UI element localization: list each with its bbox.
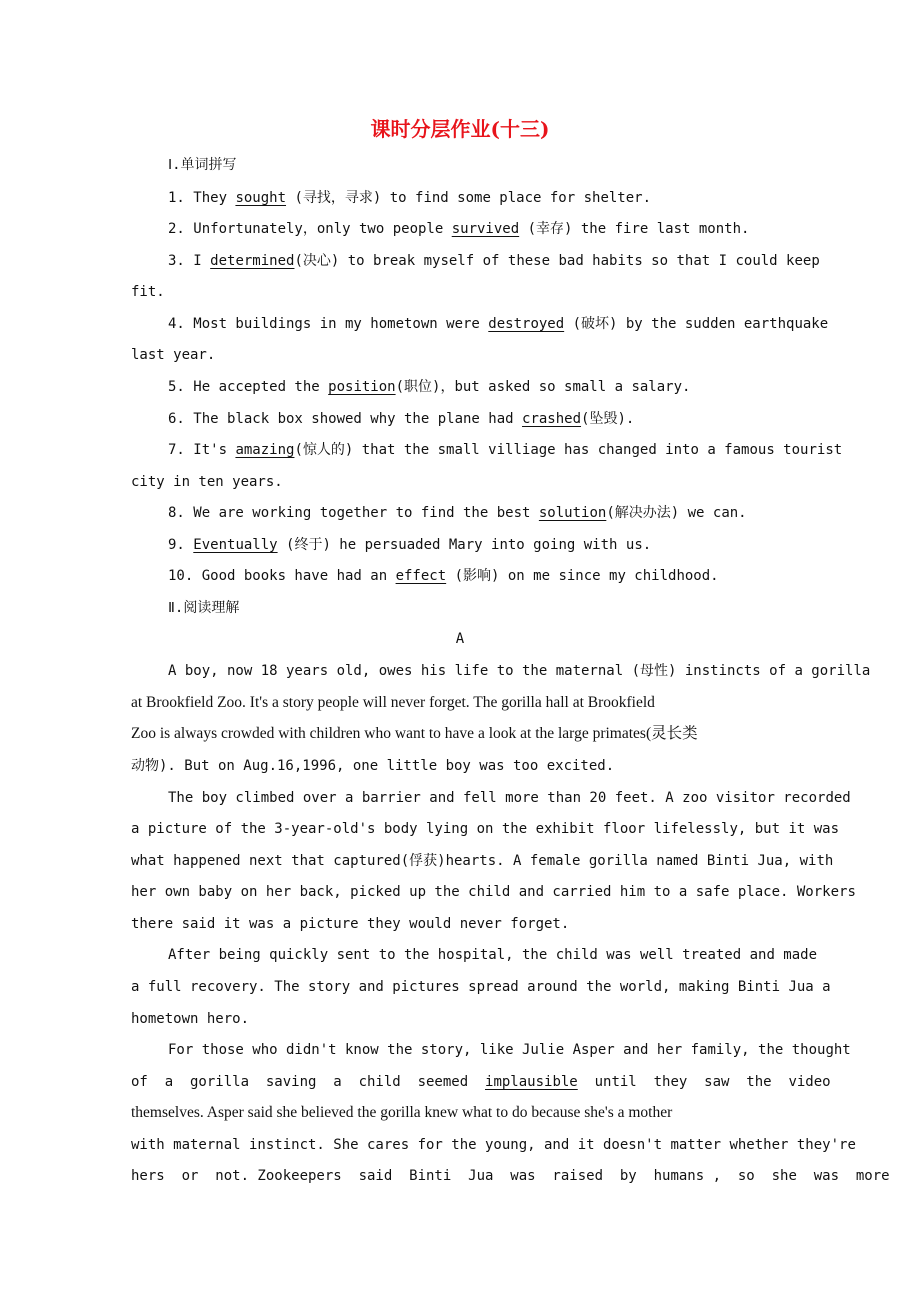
text-segment: The boy climbed over a barrier and fell more than 20 feet. A zoo visitor recorded bbox=[168, 790, 851, 806]
text-line bbox=[131, 1009, 249, 1029]
text-line bbox=[131, 819, 839, 839]
text-segment: (寻找，寻求) to find some place for shelter. bbox=[286, 190, 652, 206]
text-line bbox=[131, 724, 698, 744]
text-line bbox=[168, 188, 651, 208]
text-segment: at Brookfield Zoo. It's a story people will never forget. The gorilla hall at Brookfield bbox=[131, 694, 655, 711]
text-line bbox=[168, 503, 747, 523]
text-segment: Ⅱ.阅读理解 bbox=[168, 600, 240, 616]
text-segment: what happened next that captured(俘获)hearts. A female gorilla named Binti Jua, with bbox=[131, 853, 834, 869]
text-line bbox=[131, 1103, 672, 1123]
text-line bbox=[168, 155, 237, 175]
text-segment: 2. Unfortunately，only two people bbox=[168, 221, 452, 237]
text-segment: until they saw the video bbox=[577, 1074, 831, 1090]
text-segment: there said it was a picture they would never forget. bbox=[131, 916, 570, 932]
text-segment: (决心) to break myself of these bad habits so that I could keep bbox=[294, 253, 820, 269]
text-segment: her own baby on her back, picked up the child and carried him to a safe place. Workers bbox=[131, 884, 856, 900]
answer-word: Eventually bbox=[193, 537, 278, 553]
text-segment: Ⅰ.单词拼写 bbox=[168, 157, 237, 173]
text-segment: (破坏) by the sudden earthquake bbox=[564, 316, 829, 332]
text-line bbox=[131, 345, 215, 365]
text-segment: 3. I bbox=[168, 253, 211, 269]
text-segment: A boy, now 18 years old, owes his life to the maternal (母性) instincts of a gorilla bbox=[168, 663, 871, 679]
text-segment: (解决办法) we can. bbox=[606, 505, 747, 521]
answer-word: implausible bbox=[485, 1074, 578, 1090]
text-line bbox=[168, 598, 239, 618]
text-segment: (终于) he persuaded Mary into going with us. bbox=[277, 537, 652, 553]
text-segment: 7. It's bbox=[168, 442, 236, 458]
text-segment: a picture of the 3-year-old's body lying on the exhibit floor lifelessly, but it was bbox=[131, 821, 840, 837]
text-line bbox=[168, 377, 690, 397]
text-segment: fit. bbox=[131, 284, 165, 300]
text-line bbox=[168, 1040, 851, 1060]
text-segment: city in ten years. bbox=[131, 474, 283, 490]
answer-word: destroyed bbox=[488, 316, 565, 332]
text-line bbox=[168, 566, 719, 586]
text-segment: (惊人的) that the small villiage has changed into a famous tourist bbox=[294, 442, 843, 458]
text-line bbox=[131, 914, 569, 934]
text-line bbox=[131, 693, 655, 713]
text-segment: with maternal instinct. She cares for the young, and it doesn't matter whether they're bbox=[131, 1137, 856, 1153]
text-segment: a full recovery. The story and pictures spread around the world, making Binti Jua a bbox=[131, 979, 831, 995]
text-segment: 9. bbox=[168, 537, 194, 553]
text-line bbox=[131, 977, 831, 997]
text-segment: 10. Good books have had an bbox=[168, 568, 396, 584]
text-segment: 4. Most buildings in my hometown were bbox=[168, 316, 489, 332]
text-line bbox=[131, 1166, 890, 1186]
text-line bbox=[168, 440, 842, 460]
text-segment: (坠毁). bbox=[581, 411, 635, 427]
text-line bbox=[168, 535, 651, 555]
text-segment: 动物). But on Aug.16,1996, one little boy was too excited. bbox=[131, 758, 615, 774]
answer-word: sought bbox=[235, 190, 287, 206]
text-segment: 5. He accepted the bbox=[168, 379, 329, 395]
text-segment: A bbox=[455, 631, 465, 647]
text-line bbox=[168, 219, 749, 239]
answer-word: solution bbox=[538, 505, 607, 521]
text-segment: themselves. Asper said she believed the gorilla knew what to do because she's a mother bbox=[131, 1104, 673, 1121]
text-line bbox=[0, 629, 920, 649]
answer-word: crashed bbox=[522, 411, 582, 427]
text-segment: (影响) on me since my childhood. bbox=[446, 568, 719, 584]
text-segment: hometown hero. bbox=[131, 1011, 250, 1027]
text-segment: After being quickly sent to the hospital, the child was well treated and made bbox=[168, 947, 818, 963]
text-segment: (职位)，but asked so small a salary. bbox=[395, 379, 691, 395]
text-segment: Zoo is always crowded with children who want to have a look at the large primates(灵长类 bbox=[131, 725, 698, 742]
text-line bbox=[131, 756, 614, 776]
text-segment: 8. We are working together to find the best bbox=[168, 505, 539, 521]
answer-word: effect bbox=[395, 568, 447, 584]
text-line bbox=[131, 1135, 856, 1155]
text-line bbox=[168, 314, 828, 334]
answer-word: survived bbox=[451, 221, 520, 237]
text-line bbox=[168, 409, 634, 429]
page-title: 课时分层作业(十三) bbox=[370, 117, 550, 141]
text-segment: last year. bbox=[131, 347, 216, 363]
text-line bbox=[168, 945, 817, 965]
text-segment: 1. They bbox=[168, 190, 236, 206]
text-segment: (幸存) the fire last month. bbox=[519, 221, 750, 237]
text-segment: of a gorilla saving a child seemed bbox=[131, 1074, 486, 1090]
text-segment: 6. The black box showed why the plane had bbox=[168, 411, 523, 427]
text-segment: For those who didn't know the story, like Julie Asper and her family, the thought bbox=[168, 1042, 851, 1058]
text-line bbox=[131, 282, 165, 302]
text-line bbox=[131, 1072, 831, 1092]
answer-word: amazing bbox=[235, 442, 295, 458]
text-line bbox=[168, 251, 820, 271]
text-line bbox=[131, 472, 283, 492]
text-line bbox=[131, 851, 833, 871]
answer-word: position bbox=[328, 379, 396, 395]
text-segment: hers or not. Zookeepers said Binti Jua was raised by humans , so she was more bbox=[131, 1168, 890, 1184]
text-line bbox=[168, 788, 851, 808]
answer-word: determined bbox=[210, 253, 295, 269]
text-line bbox=[131, 882, 856, 902]
text-line bbox=[168, 661, 870, 681]
